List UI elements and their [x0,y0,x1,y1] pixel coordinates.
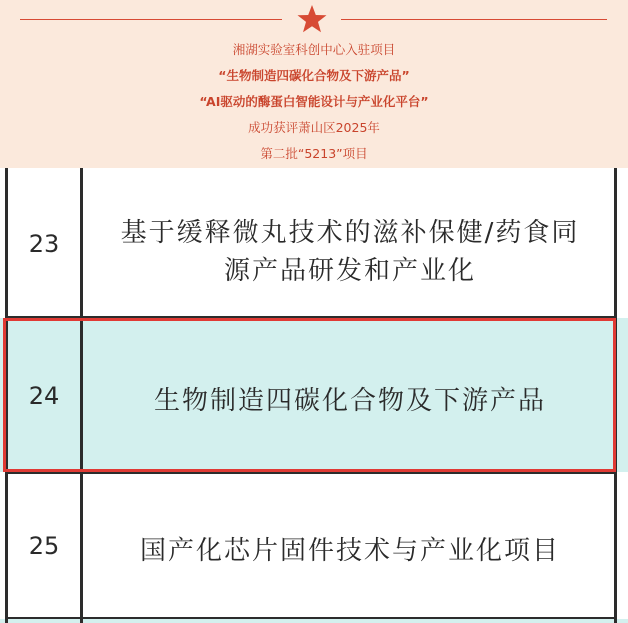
row-title: 生物制造四碳化合物及下游产品 [153,386,546,416]
decorative-line-left [20,19,282,20]
table-divider [5,617,617,619]
row-title: 国产化芯片固件技术与产业化项目 [139,536,560,566]
announcement-line-5: 第二批“5213”项目 [260,146,368,161]
row-number: 23 [28,230,60,258]
row-title-line: 源产品研发和产业化 [223,256,476,286]
star-icon [296,3,328,35]
announcement-line-4: 成功获评萧山区2025年 [248,120,380,135]
header-banner [0,0,628,168]
row-number: 25 [28,532,60,560]
table-row [0,168,628,318]
table-divider [5,472,617,474]
row-title-line: 基于缓释微丸技术的滋补保健/药食同 [120,218,580,248]
row-title [84,214,616,290]
project-name-2: “AI驱动的酶蛋白智能设计与产业化平台” [199,94,429,109]
row-number: 24 [28,382,60,410]
project-table [0,168,628,623]
table-row [0,474,628,619]
project-name-1: “生物制造四碳化合物及下游产品” [218,68,410,83]
announcement-text [0,37,628,167]
announcement-line-1: 湘湖实验室科创中心入驻项目 [232,42,396,57]
decorative-line-right [341,19,607,20]
highlight-frame [3,318,616,472]
next-row-edge [0,619,628,623]
